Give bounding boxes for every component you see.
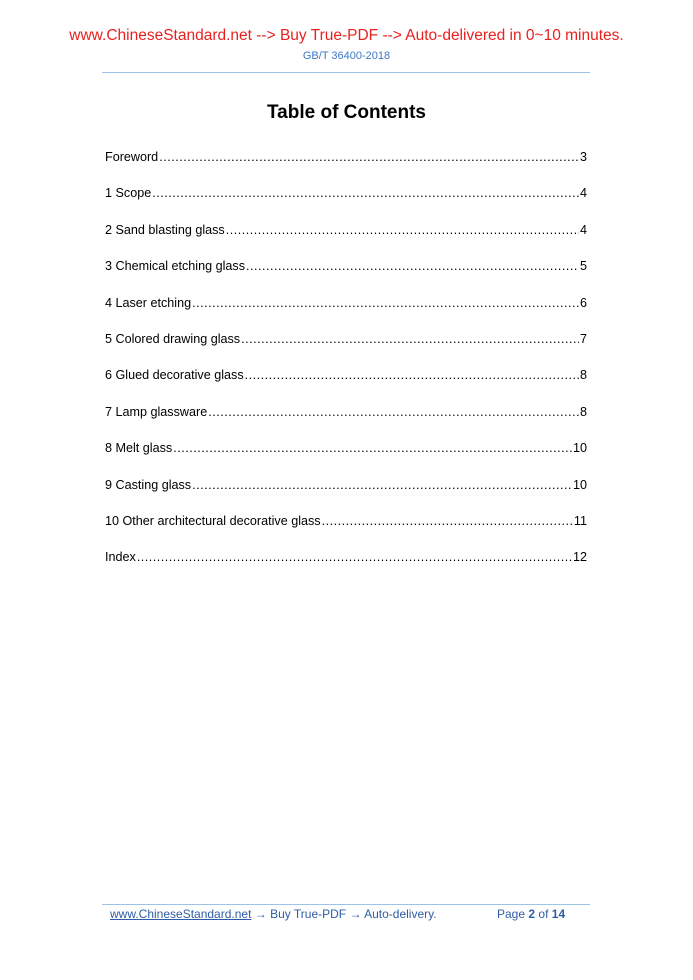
toc-entry-label: 4 Laser etching xyxy=(105,295,192,310)
toc-entry-casting-glass[interactable] xyxy=(105,478,587,514)
toc-leader-dots xyxy=(226,223,579,237)
toc-entry-colored-drawing-glass[interactable] xyxy=(105,332,587,368)
toc-leader-dots xyxy=(152,186,579,200)
toc-leader-dots xyxy=(137,550,572,564)
toc-entry-page: 11 xyxy=(573,513,587,528)
toc-leader-dots xyxy=(245,368,579,382)
toc-entry-page: 12 xyxy=(572,550,587,565)
page-label: Page xyxy=(497,907,526,921)
toc-entry-label: 8 Melt glass xyxy=(105,441,173,456)
page-current: 2 xyxy=(528,907,536,921)
table-of-contents xyxy=(105,150,587,587)
toc-entry-label: 2 Sand blasting glass xyxy=(105,222,225,237)
chinesestandard-link[interactable]: www.ChineseStandard.net xyxy=(110,907,252,921)
footer-divider xyxy=(102,904,590,905)
toc-leader-dots xyxy=(241,332,579,346)
page-of-label: of xyxy=(538,907,549,921)
toc-leader-dots xyxy=(159,150,579,164)
toc-entry-lamp-glassware[interactable] xyxy=(105,405,587,441)
toc-entry-page: 4 xyxy=(579,186,587,201)
toc-entry-label: 6 Glued decorative glass xyxy=(105,368,244,383)
standard-number: GB/T 36400-2018 xyxy=(302,50,391,62)
page-total: 14 xyxy=(551,907,566,921)
toc-entry-other-architectural-decorative-glass[interactable] xyxy=(105,514,587,550)
toc-entry-label: 5 Colored drawing glass xyxy=(105,331,241,346)
toc-entry-page: 8 xyxy=(579,404,587,419)
toc-entry-page: 5 xyxy=(579,259,587,274)
toc-entry-page: 4 xyxy=(579,222,587,237)
toc-entry-scope[interactable] xyxy=(105,186,587,222)
toc-leader-dots xyxy=(192,296,579,310)
toc-entry-page: 10 xyxy=(572,477,587,492)
toc-entry-label: 9 Casting glass xyxy=(105,477,192,492)
toc-entry-sand-blasting-glass[interactable] xyxy=(105,223,587,259)
page-counter xyxy=(497,907,565,921)
toc-entry-label: 3 Chemical etching glass xyxy=(105,259,246,274)
toc-entry-page: 8 xyxy=(579,368,587,383)
toc-entry-label: 10 Other architectural decorative glass xyxy=(105,513,321,528)
toc-leader-dots xyxy=(192,478,572,492)
top-banner: www.ChineseStandard.net --> Buy True-PDF --> Auto-delivered in 0~10 minutes. xyxy=(69,27,624,44)
toc-entry-chemical-etching-glass[interactable] xyxy=(105,259,587,295)
footer-purchase-text: → Buy True-PDF → Auto-delivery. xyxy=(251,907,437,921)
toc-entry-label: 7 Lamp glassware xyxy=(105,404,208,419)
toc-leader-dots xyxy=(246,259,579,273)
toc-entry-index[interactable] xyxy=(105,550,587,586)
toc-entry-label: Index xyxy=(105,550,136,565)
page-title: Table of Contents xyxy=(266,102,427,123)
toc-entry-page: 10 xyxy=(572,441,587,456)
toc-entry-page: 6 xyxy=(579,295,587,310)
toc-leader-dots xyxy=(173,441,572,455)
page-footer xyxy=(110,907,580,921)
toc-leader-dots xyxy=(322,514,573,528)
toc-entry-laser-etching[interactable] xyxy=(105,296,587,332)
toc-entry-page: 3 xyxy=(579,150,587,164)
toc-entry-label: 1 Scope xyxy=(105,186,152,201)
toc-entry-page: 7 xyxy=(579,331,587,346)
toc-leader-dots xyxy=(208,405,579,419)
toc-entry-glued-decorative-glass[interactable] xyxy=(105,368,587,404)
header-divider xyxy=(102,72,590,73)
toc-entry-melt-glass[interactable] xyxy=(105,441,587,477)
toc-entry-label: Foreword xyxy=(105,150,159,164)
toc-entry-foreword[interactable] xyxy=(105,150,587,186)
